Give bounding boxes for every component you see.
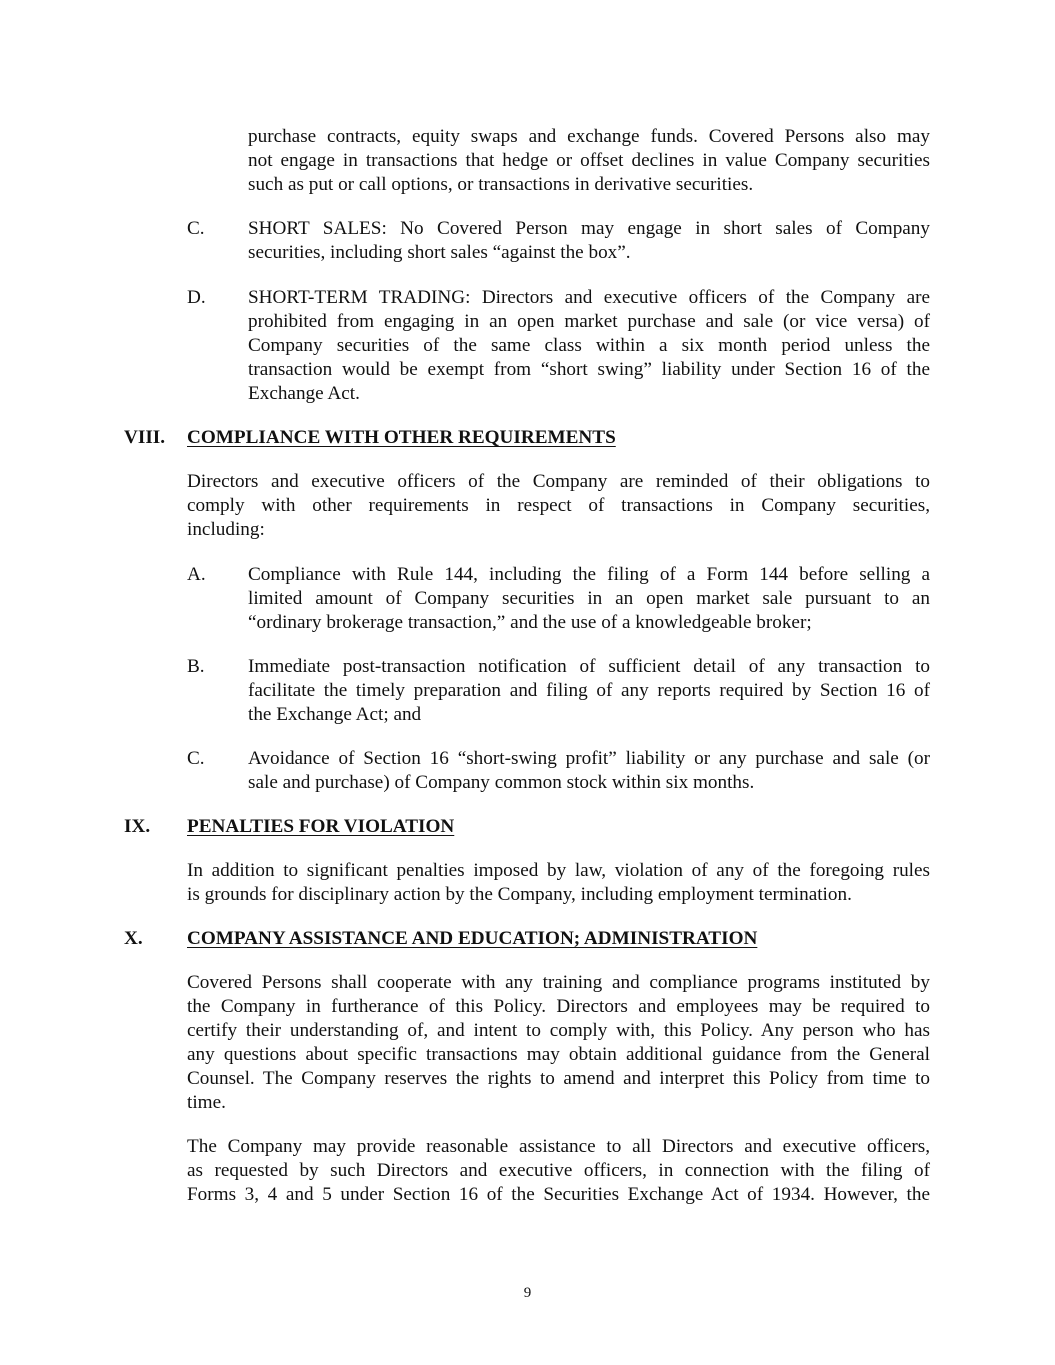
text-line: SHORT SALES: No Covered Person may engage in short sales of Company (248, 218, 930, 239)
text-line: limited amount of Company securities in an open market sale pursuant to an (248, 588, 930, 609)
section-title: COMPANY ASSISTANCE AND EDUCATION; ADMINISTRATION (187, 928, 758, 949)
section-title: PENALTIES FOR VIOLATION (187, 816, 455, 837)
item-marker: B. (187, 656, 205, 677)
section-title: COMPLIANCE WITH OTHER REQUIREMENTS (187, 427, 616, 448)
text-line: time. (187, 1092, 226, 1113)
section-number: X. (124, 928, 143, 949)
text-line: SHORT-TERM TRADING: Directors and executive officers of the Company are (248, 287, 930, 308)
item-marker: A. (187, 564, 206, 585)
section-number: VIII. (124, 427, 166, 448)
text-line: purchase contracts, equity swaps and exchange funds. Covered Persons also may (248, 126, 930, 147)
text-line: not engage in transactions that hedge or offset declines in value Company securities (248, 150, 930, 171)
page-number: 9 (523, 1285, 532, 1301)
text-line: as requested by such Directors and executive officers, in connection with the filing of (187, 1160, 930, 1181)
text-line: facilitate the timely preparation and filing of any reports required by Section 16 of (248, 680, 930, 701)
text-line: The Company may provide reasonable assistance to all Directors and executive officers, (187, 1136, 930, 1157)
text-line: Company securities of the same class within a six month period unless the (248, 335, 930, 356)
text-line: Counsel. The Company reserves the rights to amend and interpret this Policy from time to (187, 1068, 930, 1089)
text-line: such as put or call options, or transactions in derivative securities. (248, 174, 754, 195)
text-line: Forms 3, 4 and 5 under Section 16 of the Securities Exchange Act of 1934. However, the (187, 1184, 930, 1205)
text-line: comply with other requirements in respect of transactions in Company securities, (187, 495, 930, 516)
text-line: Compliance with Rule 144, including the filing of a Form 144 before selling a (248, 564, 930, 585)
text-line: any questions about specific transactions may obtain additional guidance from the General (187, 1044, 930, 1065)
text-line: In addition to significant penalties imposed by law, violation of any of the foregoing rules (187, 860, 930, 881)
text-line: Avoidance of Section 16 “short-swing profit” liability or any purchase and sale (or (248, 748, 930, 769)
section-number: IX. (124, 816, 151, 837)
text-line: certify their understanding of, and intent to comply with, this Policy. Any person who has (187, 1020, 930, 1041)
text-line: is grounds for disciplinary action by the Company, including employment termination. (187, 884, 852, 905)
text-line: Covered Persons shall cooperate with any training and compliance programs instituted by (187, 972, 930, 993)
text-line: the Exchange Act; and (248, 704, 422, 725)
text-line: transaction would be exempt from “short swing” liability under Section 16 of the (248, 359, 930, 380)
text-line: sale and purchase) of Company common stock within six months. (248, 772, 755, 793)
text-line: prohibited from engaging in an open market purchase and sale (or vice versa) of (248, 311, 930, 332)
text-line: Immediate post-transaction notification of sufficient detail of any transaction to (248, 656, 930, 677)
text-line: Exchange Act. (248, 383, 360, 404)
text-line: “ordinary brokerage transaction,” and the use of a knowledgeable broker; (248, 612, 812, 633)
item-marker: D. (187, 287, 206, 308)
text-line: Directors and executive officers of the Company are reminded of their obligations to (187, 471, 930, 492)
text-line: the Company in furtherance of this Policy. Directors and employees may be required to (187, 996, 930, 1017)
item-marker: C. (187, 218, 205, 239)
item-marker: C. (187, 748, 205, 769)
text-line: including: (187, 519, 265, 540)
text-line: securities, including short sales “against the box”. (248, 242, 631, 263)
